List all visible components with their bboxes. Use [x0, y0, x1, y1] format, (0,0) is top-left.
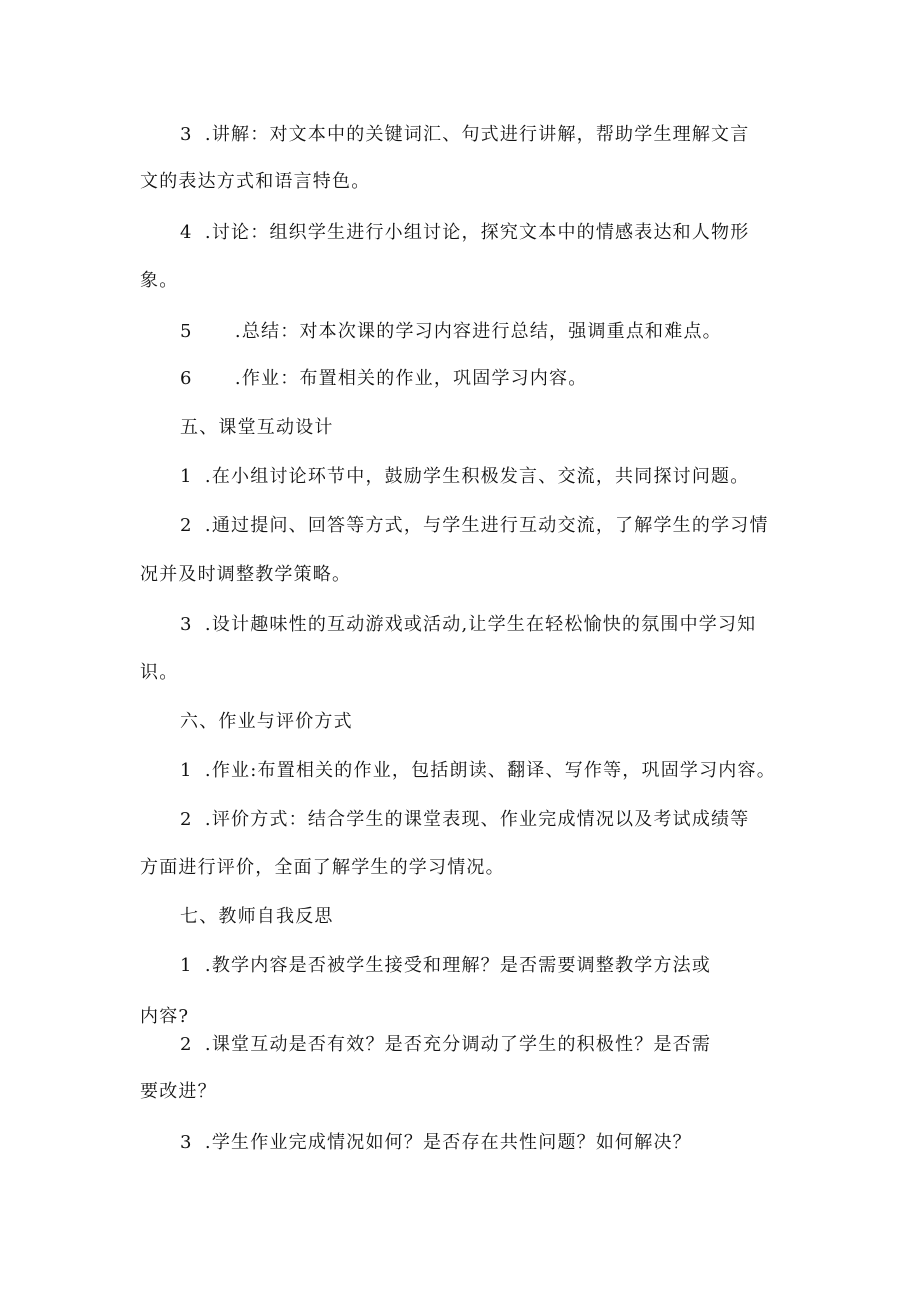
item-number: 3 — [180, 614, 193, 635]
item-number: 2 — [180, 515, 193, 536]
interaction-3-line — [180, 613, 756, 637]
item-number: 1 — [180, 760, 193, 781]
interaction-1-line — [180, 465, 749, 489]
assessment-2-line — [180, 808, 749, 832]
step-text: .讲解：对文本中的关键词汇、句式进行讲解，帮助学生理解文言 — [204, 124, 750, 145]
step-text: .讨论：组织学生进行小组讨论，探究文本中的情感表达和人物形 — [204, 222, 750, 243]
step-6-line — [180, 367, 587, 391]
item-number: 2 — [180, 1034, 193, 1055]
item-text: .评价方式：结合学生的课堂表现、作业完成情况以及考试成绩等 — [204, 809, 750, 830]
assessment-2-continuation: 方面进行评价，全面了解学生的学习情况。 — [140, 857, 505, 878]
item-number: 2 — [180, 809, 193, 830]
reflection-2-continuation: 要改进？ — [140, 1081, 217, 1102]
item-text: .作业:布置相关的作业，包括朗读、翻译、写作等，巩固学习内容。 — [204, 760, 776, 781]
step-number: 3 — [180, 124, 193, 145]
step-number: 5 — [180, 321, 193, 342]
reflection-2-line — [180, 1033, 711, 1057]
item-text: .教学内容是否被学生接受和理解？是否需要调整教学方法或 — [204, 955, 712, 976]
step-text: .作业：布置相关的作业，巩固学习内容。 — [234, 368, 588, 389]
reflection-1-line — [180, 954, 711, 978]
step-3-continuation: 文的表达方式和语言特色。 — [140, 171, 371, 192]
step-5-line — [180, 320, 722, 344]
assessment-1-line — [180, 759, 776, 783]
item-number: 1 — [180, 955, 193, 976]
item-text: .学生作业完成情况如何？是否存在共性问题？如何解决？ — [204, 1132, 692, 1153]
step-text: .总结：对本次课的学习内容进行总结，强调重点和难点。 — [234, 321, 722, 342]
reflection-1-continuation: 内容? — [140, 1006, 190, 1027]
section-7-heading: 七、教师自我反思 — [180, 906, 334, 927]
item-number: 3 — [180, 1132, 193, 1153]
interaction-2-continuation: 况并及时调整教学策略。 — [140, 564, 352, 585]
step-4-line — [180, 221, 749, 245]
section-5-heading: 五、课堂互动设计 — [180, 417, 334, 438]
interaction-3-continuation: 识。 — [140, 662, 179, 683]
interaction-2-line — [180, 514, 769, 538]
section-6-heading: 六、作业与评价方式 — [180, 711, 353, 732]
item-text: .课堂互动是否有效？是否充分调动了学生的积极性？是否需 — [204, 1034, 712, 1055]
item-number: 1 — [180, 466, 193, 487]
step-4-continuation: 象。 — [140, 270, 179, 291]
step-3-line — [180, 123, 749, 147]
item-text: .通过提问、回答等方式，与学生进行互动交流，了解学生的学习情 — [204, 515, 769, 536]
step-number: 6 — [180, 368, 193, 389]
step-number: 4 — [180, 222, 193, 243]
item-text: .设计趣味性的互动游戏或活动,让学生在轻松愉快的氛围中学习知 — [204, 614, 757, 635]
item-text: .在小组讨论环节中，鼓励学生积极发言、交流，共同探讨问题。 — [204, 466, 750, 487]
reflection-3-line — [180, 1131, 692, 1155]
